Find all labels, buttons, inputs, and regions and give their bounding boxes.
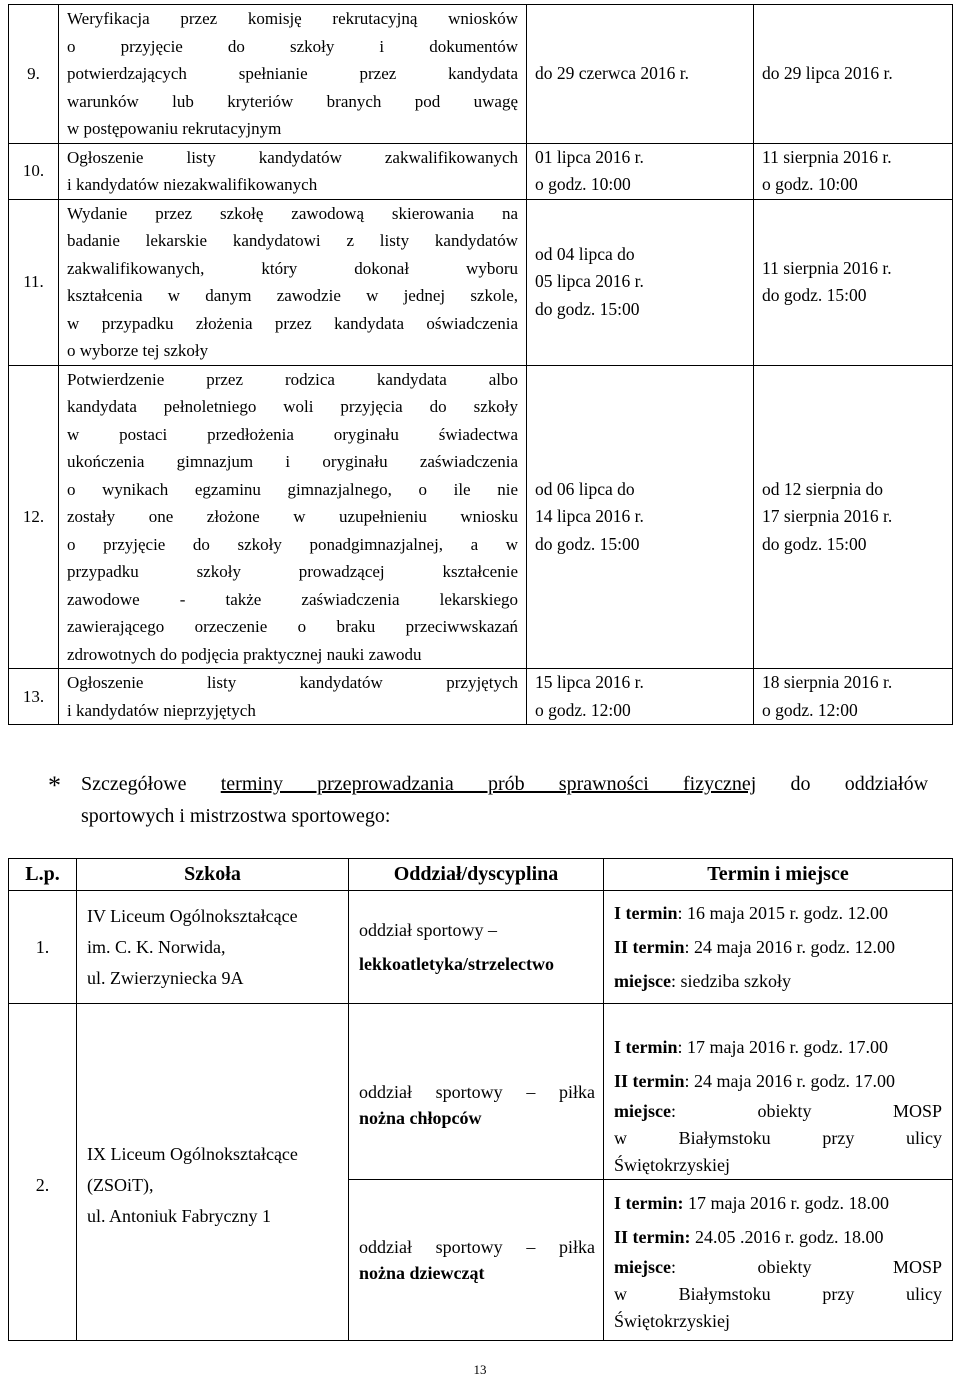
table-row <box>9 143 953 199</box>
row-number: 11. <box>9 199 59 365</box>
table-header-row <box>9 859 953 891</box>
school-cell: IV Liceum Ogólnokształcące im. C. K. Norwida, ul. Zwierzyniecka 9A <box>77 891 349 1004</box>
recruitment-schedule-table <box>8 4 953 725</box>
step-description: Ogłoszenie listy kandydatów zakwalifikowanych i kandydatów niezakwalifikowanych <box>59 143 527 199</box>
header-lp: L.p. <box>9 859 77 891</box>
header-school: Szkoła <box>77 859 349 891</box>
footnote-line-1: Szczegółowe terminy przeprowadzania prób sprawności fizycznej do oddziałów <box>81 773 929 795</box>
row-number: 12. <box>9 365 59 669</box>
table-row <box>9 1030 953 1180</box>
table-row <box>9 891 953 1004</box>
footnote <box>48 768 928 832</box>
table-row <box>9 5 953 144</box>
asterisk-marker: * <box>48 771 61 800</box>
underlined-phrase: terminy przeprowadzania prób sprawności fizycznej <box>220 773 757 795</box>
division-cell: oddział sportowy – lekkoatletyka/strzelectwo <box>349 891 604 1004</box>
row-number: 10. <box>9 143 59 199</box>
deadline-first-round: 01 lipca 2016 r. o godz. 10:00 <box>527 143 754 199</box>
school-cell: IX Liceum Ogólnokształcące (ZSOiT), ul. Antoniuk Fabryczny 1 <box>77 1030 349 1341</box>
step-description: Ogłoszenie listy kandydatów przyjętych i kandydatów nieprzyjętych <box>59 669 527 725</box>
row-number: 2. <box>9 1030 77 1341</box>
row-number: 9. <box>9 5 59 144</box>
header-term-place: Termin i miejsce <box>604 859 953 891</box>
deadline-first-round: 15 lipca 2016 r. o godz. 12:00 <box>527 669 754 725</box>
division-cell: oddział sportowy – piłka nożna dziewcząt <box>349 1180 604 1341</box>
division-cell: oddział sportowy – piłka nożna chłopców <box>349 1030 604 1180</box>
table-row <box>9 199 953 365</box>
deadline-first-round: do 29 czerwca 2016 r. <box>527 5 754 144</box>
step-description: Weryfikacja przez komisję rekrutacyjną wniosków o przyjęcie do szkoły i dokumentów potwierdzających spełnianie przez kandydata warunków lub kryteriów branych pod uwagę w postępowaniu rekrutacyjnym <box>59 5 527 144</box>
deadline-first-round: od 04 lipca do 05 lipca 2016 r. do godz. 15:00 <box>527 199 754 365</box>
step-description: Wydanie przez szkołę zawodową skierowania na badanie lekarskie kandydatowi z listy kandydatów zakwalifikowanych, który dokonał wyboru kształcenia w danym zawodzie w jednej szkole, w przypadku złożenia przez kandydata oświadczenia o wyborze tej szkoły <box>59 199 527 365</box>
row-number: 1. <box>9 891 77 1004</box>
term-cell: I termin: 17 maja 2016 r. godz. 18.00 II termin: 24.05 .2016 r. godz. 18.00 miejsce: obiekty MOSP w Białymstoku przy ulicy Świętokrzyskiej <box>604 1180 953 1341</box>
deadline-second-round: 11 sierpnia 2016 r. o godz. 10:00 <box>754 143 953 199</box>
header-division: Oddział/dyscyplina <box>349 859 604 891</box>
table-row <box>9 669 953 725</box>
row-number: 13. <box>9 669 59 725</box>
deadline-second-round: 18 sierpnia 2016 r. o godz. 12:00 <box>754 669 953 725</box>
deadline-first-round: od 06 lipca do 14 lipca 2016 r. do godz. 15:00 <box>527 365 754 669</box>
footnote-line-2: sportowych i mistrzostwa sportowego: <box>81 805 391 827</box>
deadline-second-round: do 29 lipca 2016 r. <box>754 5 953 144</box>
fitness-tests-table <box>8 858 953 1341</box>
table-row <box>9 365 953 669</box>
deadline-second-round: od 12 sierpnia do 17 sierpnia 2016 r. do godz. 15:00 <box>754 365 953 669</box>
term-cell: I termin: 17 maja 2016 r. godz. 17.00 II termin: 24 maja 2016 r. godz. 17.00 miejsce: obiekty MOSP w Białymstoku przy ulicy Świętokrzyskiej <box>604 1030 953 1180</box>
term-cell: I termin: 16 maja 2015 r. godz. 12.00 II termin: 24 maja 2016 r. godz. 12.00 miejsce: siedziba szkoły <box>604 891 953 1004</box>
step-description: Potwierdzenie przez rodzica kandydata albo kandydata pełnoletniego woli przyjęcia do szkoły w postaci przedłożenia oryginału świadectwa ukończenia gimnazjum i oryginału zaświadczenia o wynikach egzaminu gimnazjalnego, o ile nie zostały one złożone w uzupełnieniu wniosku o przyjęcie do szkoły ponadgimnazjalnej, a w przypadku szkoły prowadzącej kształcenie zawodowe - także zaświadczenia lekarskiego zawierającego orzeczenie o braku przeciwwskazań zdrowotnych do podjęcia praktycznej nauki zawodu <box>59 365 527 669</box>
spacer-row <box>9 1004 953 1031</box>
page-number: 13 <box>473 1362 487 1377</box>
deadline-second-round: 11 sierpnia 2016 r. do godz. 15:00 <box>754 199 953 365</box>
